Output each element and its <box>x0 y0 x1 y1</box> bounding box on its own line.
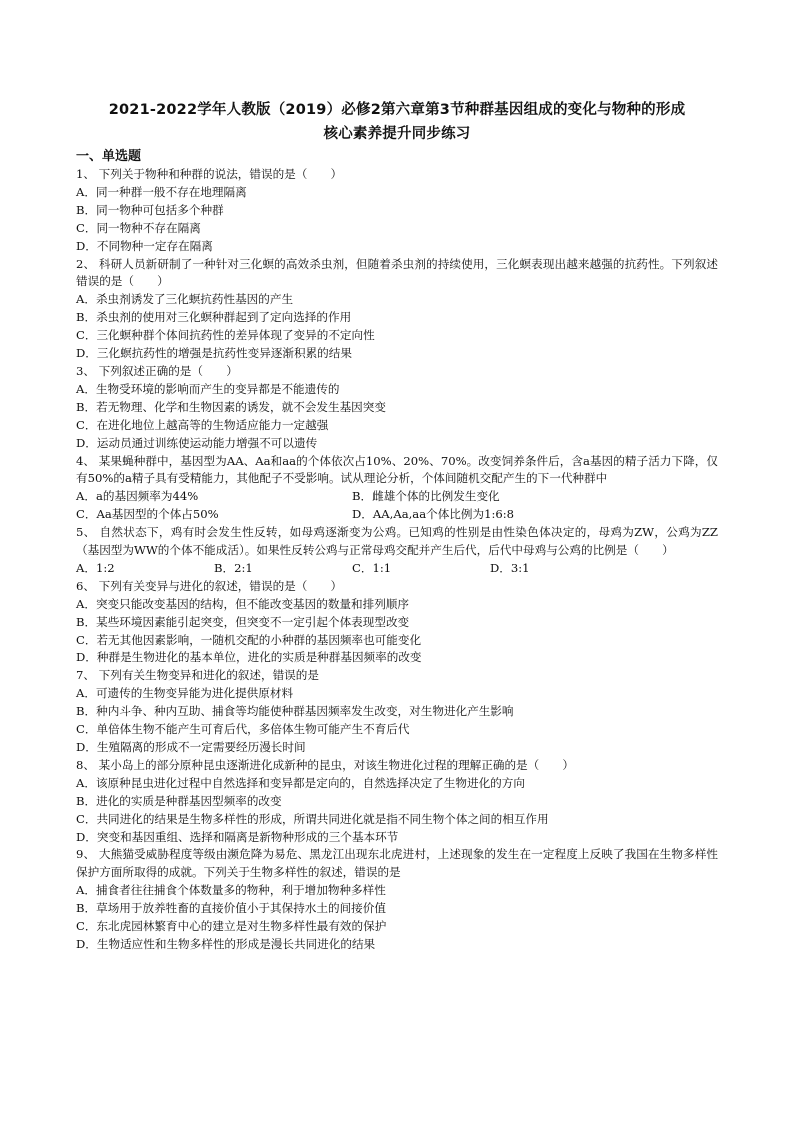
option-c: C．共同进化的结果是生物多样性的形成，所谓共同进化就是指不同生物个体之间的相互作用 <box>76 811 549 826</box>
option-a: A．可遗传的生物变异能为进化提供原材料 <box>76 686 294 701</box>
option-d: D．生殖隔离的形成不一定需要经历漫长时间 <box>76 740 306 754</box>
option-b: B．某些环境因素能引起突变，但突变不一定引起个体表现型改变 <box>76 614 410 629</box>
option-row <box>76 560 718 578</box>
question-1 <box>76 166 718 256</box>
question-2 <box>76 256 718 363</box>
question-8 <box>76 757 718 847</box>
option-row <box>76 488 718 506</box>
title-line-2: 核心素养提升同步练习 <box>323 126 471 142</box>
question-7 <box>76 667 718 757</box>
question-5 <box>76 524 718 578</box>
option-c: C．在进化地位上越高等的生物适应能力一定越强 <box>76 417 329 432</box>
question-stem: 4、 某果蝇种群中，基因型为AA、Aa和aa的个体依次占10%、20%、70%。改变饲养条件后，含a基因的精子活力下降，仅有50%的a精子具有受精能力，其他配子不受影响。试从理论分析，个体间随机交配产生的下一代种群中 <box>76 453 718 486</box>
option-d: D．3:1 <box>490 560 530 575</box>
option-row <box>76 506 718 524</box>
option-d: D．突变和基因重组、选择和隔离是新物种形成的三个基本环节 <box>76 829 399 844</box>
option-d: D．不同物种一定存在隔离 <box>76 238 213 253</box>
option-d: D．种群是生物进化的基本单位，进化的实质是种群基因频率的改变 <box>76 650 422 665</box>
option-b: B．雌雄个体的比例发生变化 <box>352 489 500 504</box>
question-stem: 2、 科研人员新研制了一种针对三化螟的高效杀虫剂，但随着杀虫剂的持续使用，三化螟表现出越来越强的抗药性。下列叙述错误的是（ ） <box>76 256 718 289</box>
option-a: A．杀虫剂诱发了三化螟抗药性基因的产生 <box>76 292 294 307</box>
title-line-1: 2021-2022学年人教版（2019）必修2第六章第3节种群基因组成的变化与物种的形成 <box>108 102 686 118</box>
option-c: C．若无其他因素影响，一随机交配的小种群的基因频率也可能变化 <box>76 632 422 647</box>
question-stem: 8、 某小岛上的部分原种昆虫逐渐进化成新种的昆虫，对该生物进化过程的理解正确的是（ ） <box>76 757 575 772</box>
option-b: B．种内斗争、种内互助、捕食等均能使种群基因频率发生改变，对生物进化产生影响 <box>76 704 514 719</box>
option-a: A．同一种群一般不存在地理隔离 <box>76 184 247 199</box>
question-stem: 6、 下列有关变异与进化的叙述，错误的是（ ） <box>76 578 343 593</box>
option-c: C．单倍体生物不能产生可育后代，多倍体生物可能产生不育后代 <box>76 722 410 737</box>
option-b: B．同一物种可包括多个种群 <box>76 202 224 217</box>
question-3 <box>76 363 718 453</box>
option-c: C．东北虎园林繁育中心的建立是对生物多样性最有效的保护 <box>76 919 387 934</box>
option-a: A．突变只能改变基因的结构，但不能改变基因的数量和排列顺序 <box>76 596 409 611</box>
question-stem: 3、 下列叙述正确的是（ ） <box>76 363 238 378</box>
option-d: D．运动员通过训练使运动能力增强不可以遗传 <box>76 435 318 450</box>
option-b: B．杀虫剂的使用对三化螟种群起到了定向选择的作用 <box>76 310 352 325</box>
option-a: A．捕食者往往捕食个体数量多的物种，利于增加物种多样性 <box>76 883 386 898</box>
document-title <box>76 98 718 146</box>
option-b: B．进化的实质是种群基因型频率的改变 <box>76 793 282 808</box>
question-4 <box>76 453 718 525</box>
question-stem: 7、 下列有关生物变异和进化的叙述，错误的是 <box>76 668 319 683</box>
question-stem: 1、 下列关于物种和种群的说法，错误的是（ ） <box>76 167 343 181</box>
option-c: C．三化螟种群个体间抗药性的差异体现了变异的不定向性 <box>76 328 375 343</box>
option-b: B．2:1 <box>214 560 253 575</box>
question-6 <box>76 578 718 668</box>
question-stem: 9、 大熊猫受威胁程度等级由濒危降为易危、黑龙江出现东北虎进村，上述现象的发生在一定程度上反映了我国在生物多样性保护方面所取得的成就。下列关于生物多样性的叙述，错误的是 <box>76 847 718 880</box>
question-stem: 5、 自然状态下，鸡有时会发生性反转，如母鸡逐渐变为公鸡。已知鸡的性别是由性染色体决定的，母鸡为ZW，公鸡为ZZ（基因型为WW的个体不能成活）。如果性反转公鸡与正常母鸡交配并产生后代，后代中母鸡与公鸡的比例是（ ） <box>76 525 718 558</box>
option-a: A．生物受环境的影响而产生的变异都是不能遗传的 <box>76 381 340 396</box>
option-a: A．a的基因频率为44% <box>76 489 199 504</box>
option-b: B．若无物理、化学和生物因素的诱发，就不会发生基因突变 <box>76 399 386 414</box>
option-c: C．Aa基因型的个体占50% <box>76 507 219 522</box>
option-c: C．1:1 <box>352 560 392 575</box>
option-a: A．1:2 <box>76 560 115 575</box>
option-b: B．草场用于放养牲畜的直接价值小于其保持水土的间接价值 <box>76 901 386 916</box>
option-a: A．该原种昆虫进化过程中自然选择和变异都是定向的，自然选择决定了生物进化的方向 <box>76 775 525 790</box>
section-heading: 一、单选题 <box>76 149 142 164</box>
option-d: D．生物适应性和生物多样性的形成是漫长共同进化的结果 <box>76 936 376 951</box>
option-d: D．AA,Aa,aa个体比例为1:6:8 <box>352 507 515 522</box>
option-c: C．同一物种不存在隔离 <box>76 220 201 235</box>
option-d: D．三化螟抗药性的增强是抗药性变异逐渐积累的结果 <box>76 346 352 361</box>
question-9 <box>76 846 718 953</box>
worksheet-page <box>76 98 718 954</box>
